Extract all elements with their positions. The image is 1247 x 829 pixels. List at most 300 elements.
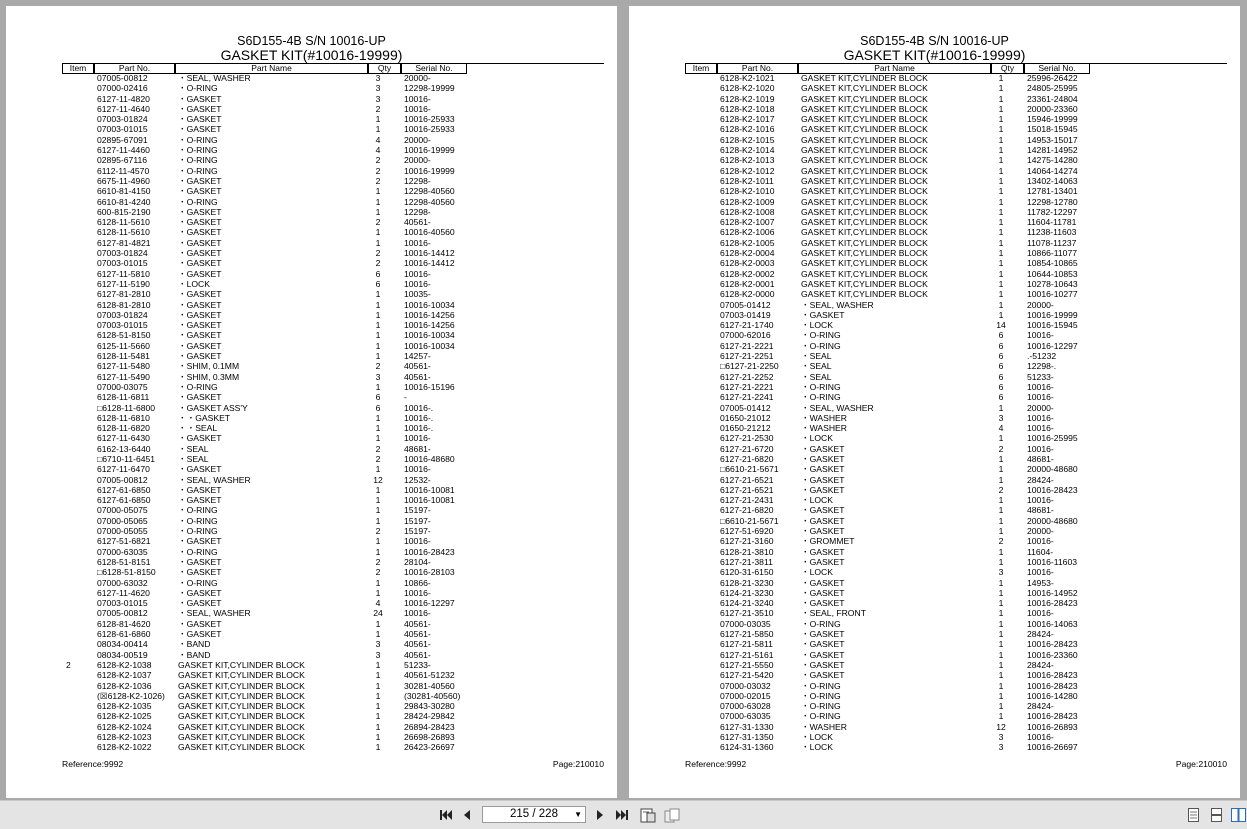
- table-row: [629, 94, 1240, 104]
- row-serial: 10016-26893: [1027, 721, 1078, 732]
- row-part-no: 6124-31-1360: [720, 742, 774, 753]
- row-qty: 1: [998, 546, 1004, 557]
- row-part-name: GASKET KIT,CYLINDER BLOCK: [801, 134, 928, 145]
- row-part-name: ・LOCK: [801, 732, 833, 742]
- row-serial: 15197-: [404, 515, 431, 526]
- row-serial: 10644-10853: [1027, 268, 1078, 279]
- row-part-no: 6128-K2-1035: [97, 701, 152, 712]
- row-part-name: GASKET KIT,CYLINDER BLOCK: [801, 278, 928, 289]
- row-serial: 10016-14412: [404, 248, 455, 259]
- row-serial: 15197-: [404, 505, 431, 516]
- col-header-qty: Qty: [991, 63, 1024, 74]
- row-part-name: ・GASKET: [801, 659, 845, 670]
- row-qty: 2: [375, 103, 381, 114]
- row-part-no: 07003-01015: [97, 320, 148, 331]
- row-part-name: ・O-RING: [801, 392, 841, 403]
- row-part-no: 6127-51-6920: [720, 526, 774, 537]
- row-part-no: 01650-21212: [720, 423, 771, 434]
- row-qty: 1: [375, 381, 381, 392]
- fit-page-icon[interactable]: [639, 807, 657, 823]
- parts-list-right: [629, 73, 1240, 753]
- row-qty: 1: [998, 309, 1004, 320]
- row-serial: 10016-28423: [1027, 639, 1078, 650]
- row-part-no: 07003-01015: [97, 124, 148, 135]
- row-serial: 10016-: [1027, 732, 1054, 742]
- row-part-no: 6128-K2-1010: [720, 186, 775, 197]
- table-row: [6, 495, 617, 505]
- table-row: [6, 536, 617, 546]
- row-qty: 1: [375, 340, 381, 351]
- two-page-icon[interactable]: [1230, 807, 1246, 823]
- first-page-icon[interactable]: [438, 807, 454, 823]
- row-part-name: ・GASKET: [801, 453, 845, 464]
- table-row: [6, 320, 617, 330]
- single-page-icon[interactable]: [1186, 807, 1200, 823]
- table-row: [6, 670, 617, 680]
- table-row: [629, 619, 1240, 629]
- row-part-name: ・LOCK: [801, 320, 833, 331]
- row-serial: 10016-23360: [1027, 649, 1078, 660]
- row-serial: 10016-40560: [404, 227, 455, 238]
- row-part-name: ・GASKET: [178, 268, 222, 279]
- table-row: [629, 681, 1240, 691]
- row-part-no: 6127-21-6820: [720, 505, 774, 516]
- row-qty: 3: [375, 93, 381, 104]
- row-part-no: 6128-K2-1008: [720, 206, 775, 217]
- row-part-no: 6128-21-3810: [720, 546, 774, 557]
- row-part-name: GASKET KIT,CYLINDER BLOCK: [801, 103, 928, 114]
- row-serial: 51233-: [1027, 371, 1054, 382]
- row-part-name: ・O-RING: [178, 145, 218, 156]
- row-part-no: 6127-21-3510: [720, 608, 774, 619]
- row-part-name: ・O-RING: [178, 577, 218, 588]
- row-serial: 10016-: [404, 268, 431, 279]
- row-part-name: ・GASKET: [801, 629, 845, 640]
- row-serial: 15018-15945: [1027, 124, 1078, 135]
- row-qty: 1: [375, 721, 381, 732]
- row-qty: 3: [375, 371, 381, 382]
- row-part-name: ・GASKET: [178, 237, 222, 248]
- row-part-no: 6125-11-5660: [97, 340, 150, 351]
- row-part-no: 07000-03075: [97, 381, 148, 392]
- table-row: [629, 330, 1240, 340]
- row-part-no: 6124-21-3240: [720, 598, 774, 609]
- row-serial: 10016-12297: [1027, 340, 1078, 351]
- row-part-name: ・O-RING: [178, 546, 218, 557]
- row-qty: 3: [375, 73, 381, 83]
- row-part-no: 6127-11-5190: [97, 278, 150, 289]
- row-serial: 30281-40560: [404, 680, 455, 691]
- table-row: [629, 413, 1240, 423]
- row-part-no: 6128-81-4620: [97, 618, 151, 629]
- row-part-no: 07003-01824: [97, 248, 148, 259]
- table-row: [629, 722, 1240, 732]
- row-part-no: 6127-21-5420: [720, 670, 774, 681]
- page-number-label: Page:210010: [1175, 759, 1227, 769]
- row-qty: 1: [375, 690, 381, 701]
- row-serial: 20000-48680: [1027, 515, 1078, 526]
- row-part-name: ・GASKET: [178, 556, 222, 567]
- row-part-name: GASKET KIT,CYLINDER BLOCK: [801, 145, 928, 156]
- row-qty: 1: [375, 186, 381, 197]
- row-serial: 10016-28423: [1027, 680, 1078, 691]
- row-qty: 1: [375, 484, 381, 495]
- col-header-item: Item: [685, 63, 717, 74]
- table-row: [629, 639, 1240, 649]
- row-part-name: GASKET KIT,CYLINDER BLOCK: [801, 83, 928, 94]
- row-serial: 48681-: [1027, 505, 1054, 516]
- table-row: [629, 114, 1240, 124]
- fit-width-icon[interactable]: [663, 807, 681, 823]
- row-qty: 6: [375, 268, 381, 279]
- row-qty: 2: [375, 567, 381, 578]
- row-part-name: ・O-RING: [178, 134, 218, 145]
- page-number-field[interactable]: [482, 806, 586, 823]
- table-row: [629, 711, 1240, 721]
- page-number-label: Page:210010: [552, 759, 604, 769]
- row-serial: 12298-12780: [1027, 196, 1078, 207]
- row-serial: 10016-28423: [1027, 598, 1078, 609]
- table-row: [6, 248, 617, 258]
- row-part-name: ・SEAL: [801, 371, 832, 382]
- table-row: [629, 124, 1240, 134]
- row-qty: 1: [375, 464, 381, 475]
- last-page-icon[interactable]: [614, 807, 630, 823]
- row-serial: 10016-: [404, 433, 431, 444]
- row-part-name: ・LOCK: [801, 495, 833, 506]
- row-part-no: 6128-K2-1016: [720, 124, 775, 135]
- row-part-name: GASKET KIT,CYLINDER BLOCK: [801, 206, 928, 217]
- row-serial: 28104-: [404, 556, 431, 567]
- row-serial: 10016-26697: [1027, 742, 1078, 753]
- table-row: [629, 341, 1240, 351]
- row-part-name: ・GASKET: [801, 556, 845, 567]
- col-header-part-no: Part No.: [717, 63, 798, 74]
- row-serial: 28424-29842: [404, 711, 455, 722]
- row-part-no: 6128-K2-1005: [720, 237, 775, 248]
- row-part-name: ・O-RING: [801, 711, 841, 722]
- row-qty: 1: [998, 711, 1004, 722]
- row-serial: 10016-14256: [404, 320, 455, 331]
- row-qty: 2: [375, 248, 381, 259]
- page-title-kit: GASKET KIT(#10016-19999): [843, 47, 1026, 63]
- row-part-no: 6127-21-3811: [720, 556, 773, 567]
- row-part-name: ・O-RING: [801, 330, 841, 341]
- table-row: [629, 526, 1240, 536]
- table-row: [629, 320, 1240, 330]
- row-qty: 3: [998, 567, 1004, 578]
- row-part-no: 02895-67116: [97, 155, 148, 166]
- table-row: [6, 691, 617, 701]
- row-part-name: ・O-RING: [801, 701, 841, 712]
- table-row: [629, 392, 1240, 402]
- row-qty: 1: [375, 587, 381, 598]
- row-part-name: GASKET KIT,CYLINDER BLOCK: [801, 186, 928, 197]
- row-qty: 1: [998, 186, 1004, 197]
- row-part-name: ・O-RING: [178, 83, 218, 94]
- table-row: [6, 197, 617, 207]
- row-part-no: 07000-63035: [720, 711, 771, 722]
- row-part-no: 6128-K2-1024: [97, 721, 152, 732]
- row-qty: 2: [375, 217, 381, 228]
- row-serial: 10016-10081: [404, 495, 455, 506]
- row-part-name: ・GASKET: [178, 330, 222, 341]
- row-part-name: ・GASKET: [801, 505, 845, 516]
- row-part-no: 08034-00414: [97, 639, 148, 650]
- row-part-no: 07005-01412: [720, 402, 771, 413]
- row-serial: 13402-14063: [1027, 175, 1078, 186]
- row-serial: 48681-: [404, 443, 431, 454]
- row-serial: 12298-.: [1027, 361, 1057, 372]
- reference-label: Reference:9992: [685, 759, 747, 769]
- pdf-toolbar: [0, 800, 1247, 829]
- row-qty: 1: [998, 114, 1004, 125]
- row-qty: 6: [998, 351, 1004, 362]
- row-part-no: 6127-11-6470: [97, 464, 150, 475]
- row-qty: 1: [998, 155, 1004, 166]
- table-row: [6, 526, 617, 536]
- row-qty: 1: [998, 639, 1004, 650]
- row-qty: 6: [375, 402, 381, 413]
- row-part-no: 07003-01824: [97, 309, 148, 320]
- row-serial: 10278-10643: [1027, 278, 1078, 289]
- row-part-no: 6128-K2-0002: [720, 268, 775, 279]
- row-part-name: GASKET KIT,CYLINDER BLOCK: [801, 165, 928, 176]
- row-serial: 10016-28103: [404, 567, 455, 578]
- table-row: [6, 732, 617, 742]
- row-qty: 3: [998, 412, 1004, 423]
- row-part-name: ・GASKET: [801, 515, 845, 526]
- row-part-no: 6127-31-1350: [720, 732, 774, 742]
- row-part-name: GASKET KIT,CYLINDER BLOCK: [801, 93, 928, 104]
- row-part-no: 6127-21-6521: [720, 474, 774, 485]
- table-row: [6, 300, 617, 310]
- row-part-no: 6124-21-3230: [720, 587, 774, 598]
- row-qty: 1: [998, 196, 1004, 207]
- table-row: [6, 681, 617, 691]
- row-serial: 10016-: [1027, 423, 1054, 434]
- row-part-no: 6128-K2-1020: [720, 83, 775, 94]
- row-qty: 1: [375, 536, 381, 547]
- row-part-name: ・GASKET: [801, 309, 845, 320]
- row-serial: 26698-26893: [404, 732, 455, 742]
- table-row: [629, 269, 1240, 279]
- row-serial: 12298-40560: [404, 186, 455, 197]
- row-serial: 20000-: [404, 155, 431, 166]
- row-serial: 26894-28423: [404, 721, 455, 732]
- row-part-no: 6128-K2-1013: [720, 155, 775, 166]
- row-part-name: ・GASKET: [801, 649, 845, 660]
- row-qty: 2: [998, 484, 1004, 495]
- row-part-name: GASKET KIT,CYLINDER BLOCK: [801, 258, 928, 269]
- row-serial: 28424-: [1027, 629, 1054, 640]
- row-qty: 1: [375, 423, 381, 434]
- row-serial: 10016-28423: [1027, 670, 1078, 681]
- row-part-no: 6128-61-6860: [97, 629, 151, 640]
- row-serial: 28424-: [1027, 474, 1054, 485]
- row-qty: 1: [998, 299, 1004, 310]
- row-part-name: ・GASKET: [178, 103, 222, 114]
- row-part-no: 6128-K2-0004: [720, 248, 775, 259]
- row-serial: 10016-: [1027, 495, 1054, 506]
- row-qty: 1: [998, 526, 1004, 537]
- table-row: [6, 289, 617, 299]
- row-serial: 10866-: [404, 577, 431, 588]
- row-part-no: 07000-63028: [720, 701, 771, 712]
- row-serial: 11782-12297: [1027, 206, 1078, 217]
- row-qty: 3: [375, 83, 381, 94]
- row-qty: 1: [998, 680, 1004, 691]
- row-part-name: GASKET KIT,CYLINDER BLOCK: [801, 227, 928, 238]
- row-qty: 6: [998, 340, 1004, 351]
- row-qty: 1: [998, 175, 1004, 186]
- table-row: [629, 73, 1240, 83]
- table-row: [6, 269, 617, 279]
- row-qty: 1: [375, 114, 381, 125]
- row-part-name: ・GASKET: [801, 546, 845, 557]
- row-part-name: ・SEAL: [178, 443, 209, 454]
- row-part-no: 07000-05065: [97, 515, 148, 526]
- row-part-name: ・GASKET ASS'Y: [178, 402, 248, 413]
- row-part-no: 07005-00812: [97, 608, 148, 619]
- row-qty: 1: [998, 145, 1004, 156]
- row-part-no: 6112-11-4570: [97, 165, 150, 176]
- next-page-icon[interactable]: [593, 807, 607, 823]
- row-part-no: 6128-K2-1011: [720, 175, 774, 186]
- row-serial: 10016-.: [404, 402, 434, 413]
- row-qty: 1: [375, 227, 381, 238]
- row-qty: 1: [375, 577, 381, 588]
- row-serial: 10016-: [1027, 392, 1054, 403]
- row-serial: 12298-: [404, 175, 431, 186]
- row-serial: 24805-25995: [1027, 83, 1078, 94]
- row-qty: 1: [375, 546, 381, 557]
- table-row: [6, 485, 617, 495]
- row-part-name: ・GASKET: [178, 536, 222, 547]
- row-serial: 10035-: [404, 289, 431, 300]
- row-serial: 10016-25995: [1027, 433, 1078, 444]
- row-qty: 14: [996, 320, 1006, 331]
- row-serial: 10016-28423: [1027, 484, 1078, 495]
- row-qty: 1: [998, 670, 1004, 681]
- table-row: [6, 423, 617, 433]
- row-part-name: ・GASKET: [178, 598, 222, 609]
- table-row: [629, 567, 1240, 577]
- row-part-name: ・O-RING: [801, 618, 841, 629]
- page-indicator-text: 215 / 228: [510, 808, 558, 820]
- row-part-no: 6127-11-4640: [97, 103, 150, 114]
- row-part-name: ・GASKET: [178, 433, 222, 444]
- table-row: [629, 310, 1240, 320]
- table-row: [6, 650, 617, 660]
- row-qty: 1: [998, 206, 1004, 217]
- row-part-name: ・SEAL, FRONT: [801, 608, 866, 619]
- row-serial: 10016-: [1027, 443, 1054, 454]
- row-part-no: 6127-21-6720: [720, 443, 774, 454]
- row-part-name: GASKET KIT,CYLINDER BLOCK: [801, 155, 928, 166]
- col-header-part-no: Part No.: [94, 63, 175, 74]
- row-qty: 4: [998, 423, 1004, 434]
- row-part-no: 6610-81-4150: [97, 186, 151, 197]
- row-part-no: 6127-11-4820: [97, 93, 150, 104]
- table-row: [6, 608, 617, 618]
- table-row: [6, 330, 617, 340]
- row-qty: 6: [375, 392, 381, 403]
- row-serial: 26423-26697: [404, 742, 455, 753]
- row-qty: 1: [375, 351, 381, 362]
- row-qty: 1: [998, 464, 1004, 475]
- row-part-no: 6128-K2-0001: [720, 278, 775, 289]
- row-part-no: 6120-31-6150: [720, 567, 774, 578]
- row-part-no: 07003-01419: [720, 309, 771, 320]
- row-part-name: ・GASKET: [178, 217, 222, 228]
- row-qty: 1: [375, 711, 381, 722]
- row-serial: 10016-12297: [404, 598, 455, 609]
- row-part-no: 6128-11-6820: [97, 423, 150, 434]
- row-qty: 1: [998, 649, 1004, 660]
- row-part-name: ・GASKET: [178, 351, 222, 362]
- row-part-no: 08034-00519: [97, 649, 148, 660]
- table-row: [6, 361, 617, 371]
- row-part-no: 6127-21-5811: [720, 639, 773, 650]
- row-serial: 10854-10865: [1027, 258, 1078, 269]
- row-qty: 1: [998, 577, 1004, 588]
- row-qty: 1: [998, 248, 1004, 259]
- row-qty: 1: [998, 83, 1004, 94]
- row-part-no: 07000-02416: [97, 83, 148, 94]
- row-part-name: ・BAND: [178, 639, 211, 650]
- row-qty: 2: [375, 361, 381, 372]
- col-header-qty: Qty: [368, 63, 401, 74]
- row-part-no: 07000-62016: [720, 330, 771, 341]
- row-qty: 2: [375, 526, 381, 537]
- row-part-no: 6127-21-5161: [720, 649, 774, 660]
- row-part-no: 6610-81-4240: [97, 196, 151, 207]
- continuous-page-icon[interactable]: [1209, 807, 1223, 823]
- row-serial: 10016-: [404, 103, 431, 114]
- row-qty: 1: [998, 93, 1004, 104]
- row-serial: 14064-14274: [1027, 165, 1078, 176]
- chevron-down-icon[interactable]: ▼: [574, 810, 582, 819]
- page-title-model: S6D155-4B S/N 10016-UP: [860, 34, 1009, 48]
- row-serial: 15946-19999: [1027, 114, 1078, 125]
- row-part-no: 07005-00812: [97, 474, 148, 485]
- row-part-name: GASKET KIT,CYLINDER BLOCK: [178, 742, 305, 753]
- pdf-page-right: [629, 6, 1240, 798]
- table-row: [629, 227, 1240, 237]
- row-part-name: ・GASKET: [178, 258, 222, 269]
- prev-page-icon[interactable]: [460, 807, 474, 823]
- row-qty: 1: [998, 73, 1004, 83]
- row-part-name: ・GASKET: [801, 474, 845, 485]
- table-row: [6, 619, 617, 629]
- row-part-no: 6128-K2-1018: [720, 103, 775, 114]
- row-qty: 2: [375, 443, 381, 454]
- row-part-no: 6128-51-8150: [97, 330, 151, 341]
- row-serial: 14953-15017: [1027, 134, 1078, 145]
- row-qty: 1: [375, 299, 381, 310]
- row-part-no: 6162-13-6440: [97, 443, 151, 454]
- row-part-name: ・WASHER: [801, 412, 847, 423]
- row-qty: 1: [375, 618, 381, 629]
- table-row: [6, 135, 617, 145]
- row-qty: 2: [375, 175, 381, 186]
- row-serial: 10016-14256: [404, 309, 455, 320]
- row-part-name: ・・SEAL: [178, 423, 218, 434]
- table-row: [6, 166, 617, 176]
- table-row: [6, 73, 617, 83]
- row-qty: 1: [998, 453, 1004, 464]
